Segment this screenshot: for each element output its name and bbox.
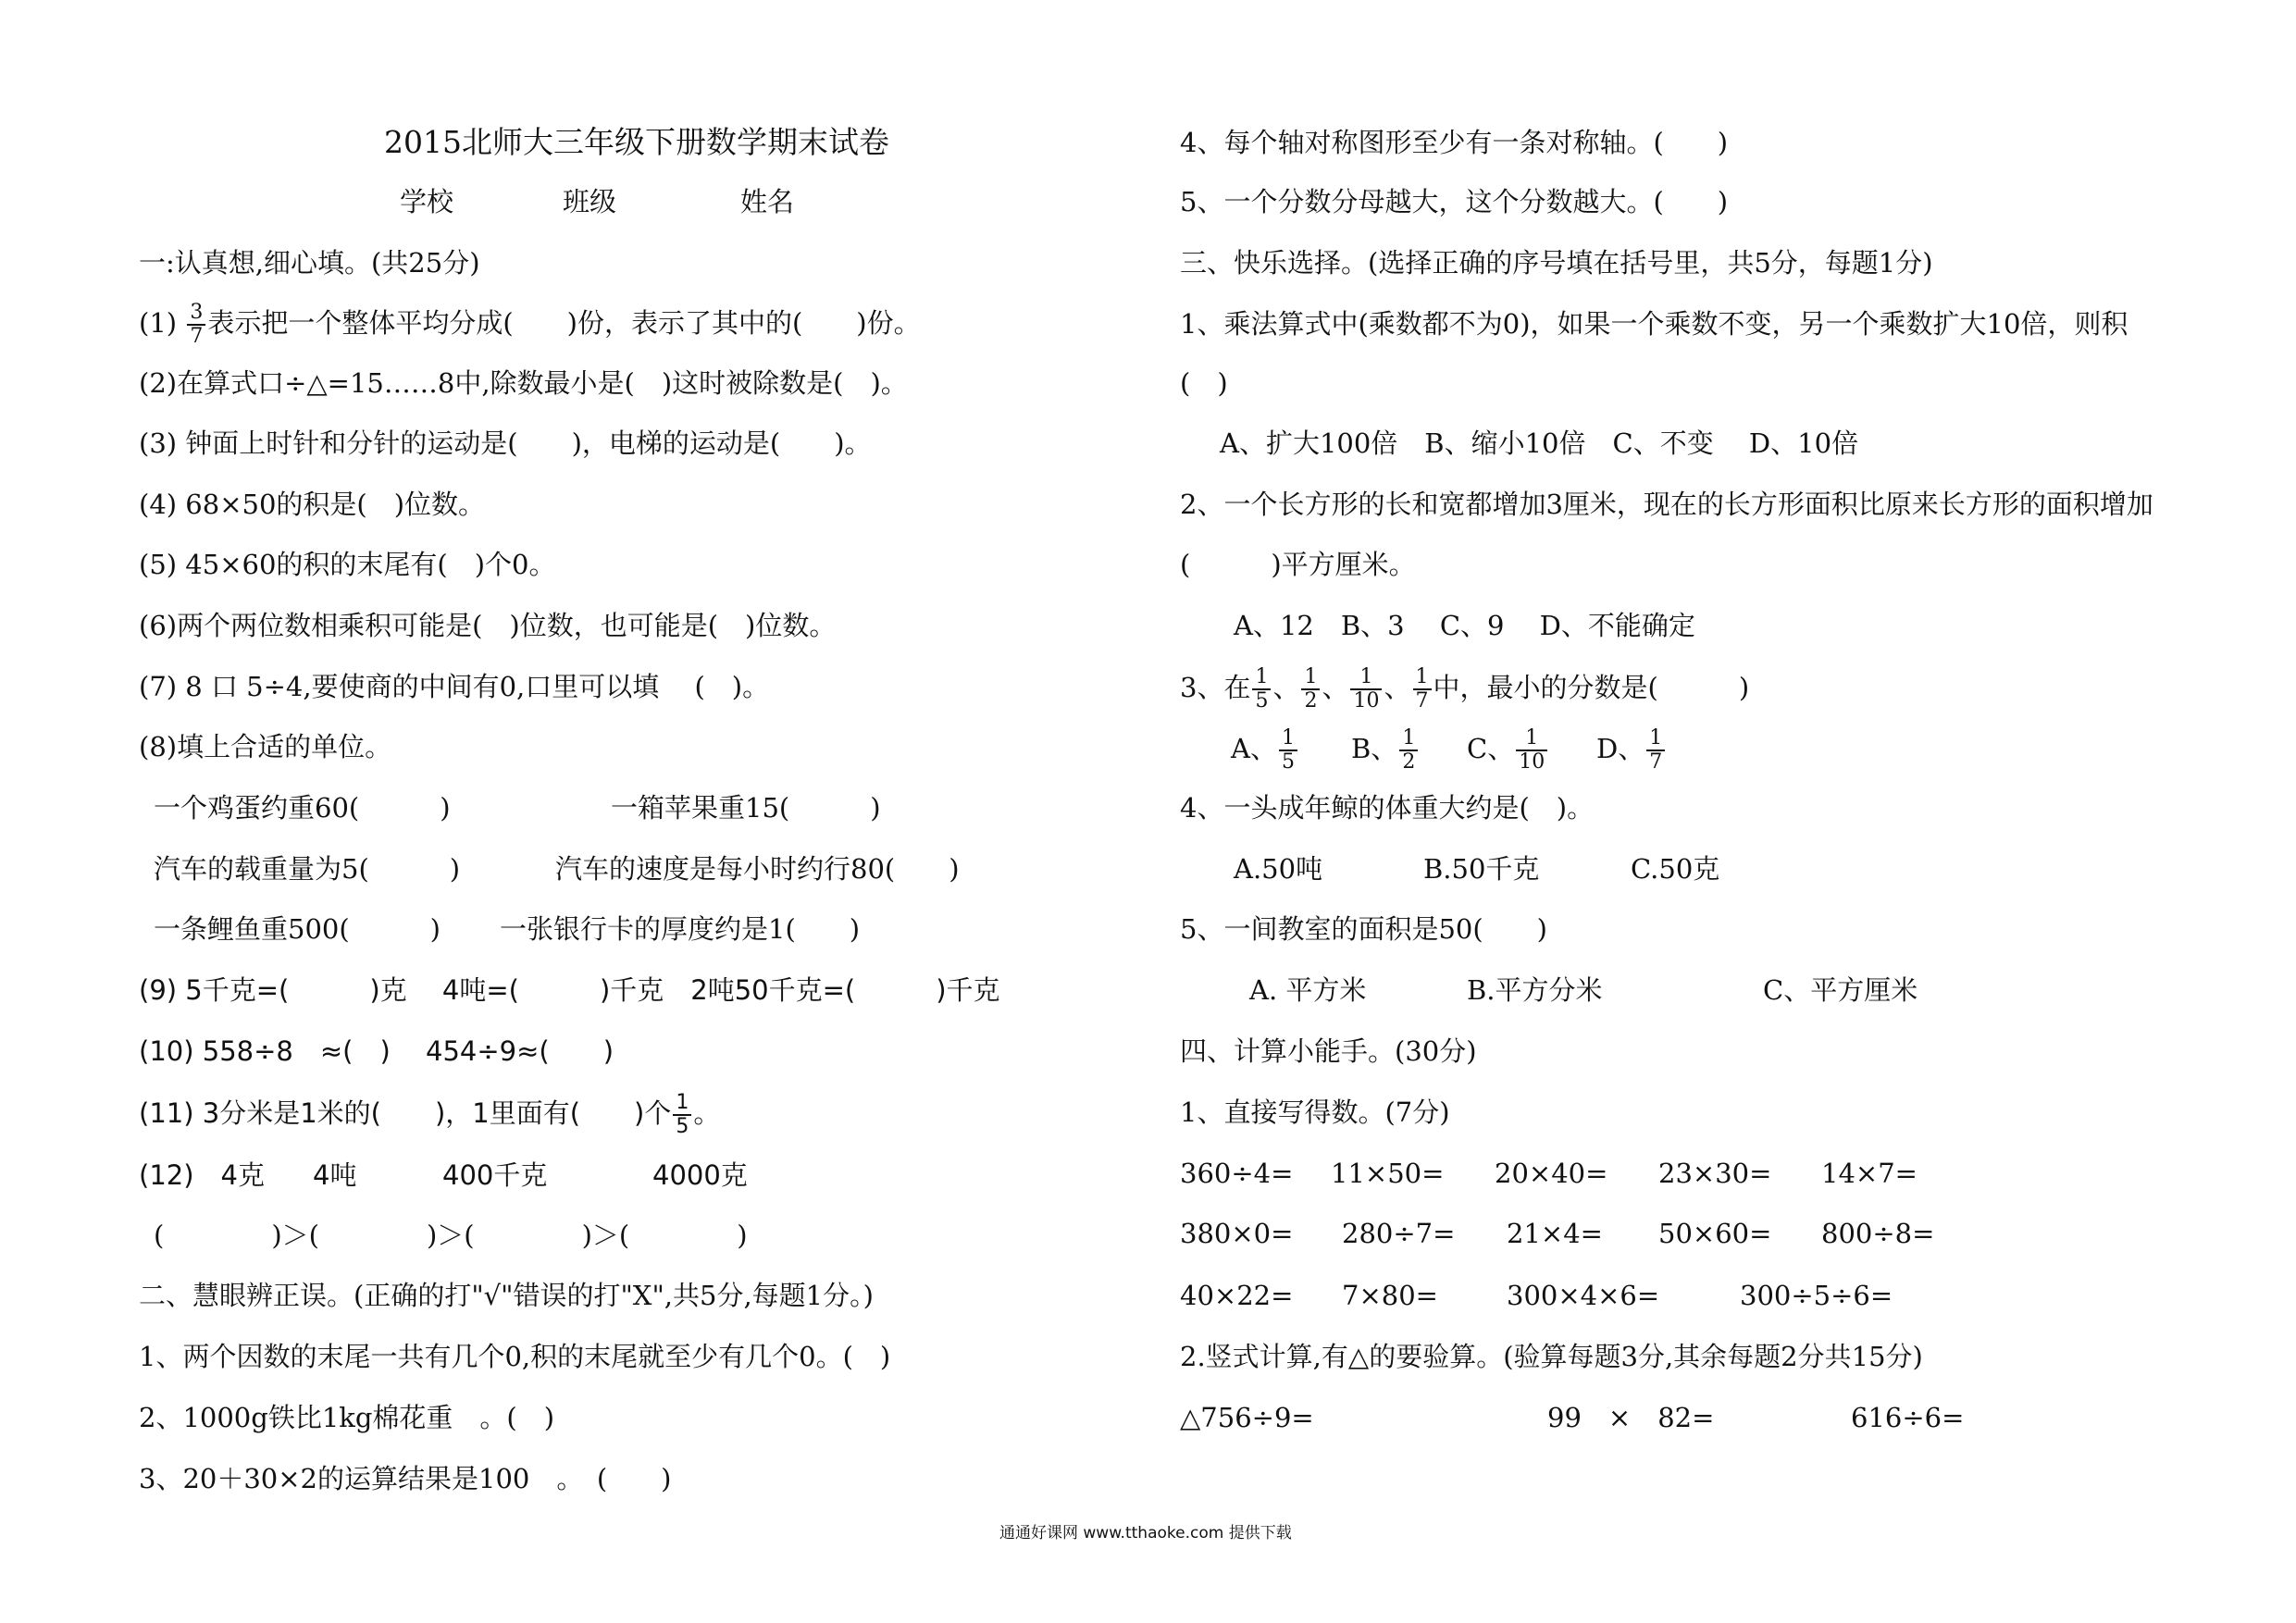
- calc-item: 20×40=: [1495, 1158, 1608, 1189]
- fraction-1-2: $\frac{1}{2}$: [1301, 666, 1320, 712]
- choice-3-option-d: D、 $\frac{1}{7}$: [1596, 727, 1667, 774]
- calc-item: 14×7=: [1821, 1158, 1917, 1189]
- choice-4-option-a: A.50吨: [1234, 853, 1323, 885]
- fraction-1-5: $\frac{1}{5}$: [1252, 666, 1271, 712]
- choice-2-blank: ( )平方厘米。: [1180, 549, 1416, 580]
- question-1-number: (1): [139, 307, 178, 339]
- judgement-3: 3、20＋30×2的运算结果是100 。 ( ): [139, 1463, 672, 1494]
- calc-item: 300×4×6=: [1507, 1280, 1660, 1311]
- choice-4-option-c: C.50克: [1631, 853, 1720, 885]
- question-12-item: 400千克: [442, 1159, 548, 1191]
- name-label: 姓名: [740, 186, 795, 217]
- choice-5: 5、一间教室的面积是50( ): [1180, 913, 1547, 945]
- judgement-5: 5、一个分数分母越大，这个分数越大。( ): [1180, 186, 1729, 217]
- question-3: (3) 钟面上时针和分针的运动是( )，电梯的运动是( )。: [139, 427, 872, 459]
- fraction-1-10: $\frac{1}{10}$: [1350, 666, 1382, 712]
- vertical-calc-item: △756÷9=: [1180, 1402, 1314, 1433]
- calc-item: 800÷8=: [1821, 1218, 1935, 1249]
- choice-5-option-c: C、平方厘米: [1763, 974, 1918, 1006]
- question-8c: 汽车的载重量为5( ): [154, 853, 461, 885]
- question-4: (4) 68×50的积是( )位数。: [139, 489, 486, 520]
- question-8: (8)填上合适的单位。: [139, 731, 392, 762]
- choice-3-option-b: B、 $\frac{1}{2}$: [1351, 727, 1420, 774]
- choice-5-option-b: B.平方分米: [1467, 974, 1603, 1006]
- calc-item: 300÷5÷6=: [1740, 1280, 1893, 1311]
- subsection-2-heading: 2.竖式计算,有△的要验算。(验算每题3分,其余每题2分共15分): [1180, 1341, 1923, 1372]
- question-12-item: 4000克: [652, 1159, 748, 1191]
- choice-2-options: A、12 B、3 C、9 D、不能确定: [1234, 610, 1695, 641]
- section-2-heading: 二、慧眼辨正误。(正确的打"√"错误的打"X",共5分,每题1分。): [139, 1280, 874, 1311]
- fraction-1-5: $\frac{1}{5}$: [673, 1092, 691, 1138]
- judgement-1: 1、两个因数的末尾一共有几个0,积的末尾就至少有几个0。( ): [139, 1341, 891, 1372]
- calc-item: 360÷4=: [1180, 1158, 1294, 1189]
- choice-3-prefix: 3、在: [1180, 672, 1251, 703]
- question-12-item: (12) 4克: [139, 1159, 265, 1191]
- footer-credit: 通通好课网 www.tthaoke.com 提供下载: [999, 1524, 1292, 1542]
- question-8e: 一条鲤鱼重500( ): [154, 913, 441, 945]
- calc-item: 380×0=: [1180, 1218, 1294, 1249]
- question-10: (10) 558÷8 ≈( ) 454÷9≈( ): [139, 1035, 614, 1067]
- calc-item: 7×80=: [1342, 1280, 1438, 1311]
- separator: 、: [1322, 672, 1349, 703]
- choice-5-option-a: A. 平方米: [1249, 974, 1367, 1006]
- question-5: (5) 45×60的积的末尾有( )个0。: [139, 549, 556, 580]
- question-7: (7) 8 口 5÷4,要使商的中间有0,口里可以填 ( )。: [139, 671, 770, 702]
- question-1-text: 表示把一个整体平均分成( )份，表示了其中的( )份。: [207, 307, 921, 339]
- separator: 、: [1384, 672, 1411, 703]
- calc-item: 280÷7=: [1342, 1218, 1456, 1249]
- question-11: [139, 1092, 720, 1138]
- fraction-1-7: $\frac{1}{7}$: [1413, 666, 1432, 712]
- subsection-1-heading: 1、直接写得数。(7分): [1180, 1096, 1450, 1128]
- choice-4: 4、一头成年鲸的体重大约是( )。: [1180, 792, 1595, 824]
- question-8b: 一箱苹果重15( ): [611, 792, 881, 824]
- vertical-calc-item: 99 × 82=: [1547, 1402, 1715, 1433]
- separator: 、: [1272, 672, 1300, 703]
- choice-1-options: A、扩大100倍 B、缩小10倍 C、不变 D、10倍: [1220, 427, 1859, 459]
- vertical-calc-item: 616÷6=: [1851, 1402, 1965, 1433]
- choice-2: 2、一个长方形的长和宽都增加3厘米，现在的长方形面积比原来长方形的面积增加: [1180, 489, 2153, 520]
- choice-3-suffix: 中，最小的分数是( ): [1433, 672, 1750, 703]
- calc-item: 50×60=: [1658, 1218, 1772, 1249]
- calc-item: 21×4=: [1507, 1218, 1603, 1249]
- question-1: [139, 302, 921, 348]
- calc-item: 23×30=: [1658, 1158, 1772, 1189]
- question-9: (9) 5千克=( )克 4吨=( )千克 2吨50千克=( )千克: [139, 974, 1000, 1006]
- question-8f: 一张银行卡的厚度约是1( ): [500, 913, 861, 945]
- question-12-item: 4吨: [313, 1159, 357, 1191]
- choice-1: 1、乘法算式中(乘数都不为0)，如果一个乘数不变，另一个乘数扩大10倍，则积: [1180, 308, 2128, 340]
- section-4-heading: 四、计算小能手。(30分): [1180, 1035, 1477, 1067]
- calc-item: 40×22=: [1180, 1280, 1294, 1311]
- judgement-4: 4、每个轴对称图形至少有一条对称轴。( ): [1180, 127, 1729, 158]
- question-8d: 汽车的速度是每小时约行80( ): [555, 853, 960, 885]
- choice-3: [1180, 666, 1749, 712]
- question-2: (2)在算式口÷△=15……8中,除数最小是( )这时被除数是( )。: [139, 367, 908, 399]
- judgement-2: 2、1000g铁比1kg棉花重 。( ): [139, 1402, 555, 1433]
- choice-3-option-c: C、 $\frac{1}{10}$: [1467, 727, 1549, 774]
- section-1-heading: 一:认真想,细心填。(共25分): [139, 247, 480, 279]
- calc-item: 11×50=: [1331, 1158, 1445, 1189]
- choice-4-option-b: B.50千克: [1423, 853, 1540, 885]
- section-3-heading: 三、快乐选择。(选择正确的序号填在括号里，共5分，每题1分): [1180, 247, 1933, 279]
- choice-1-blank: ( ): [1180, 367, 1228, 399]
- choice-3-option-a: A、 $\frac{1}{5}$: [1231, 727, 1299, 774]
- question-8a: 一个鸡蛋约重60( ): [154, 792, 451, 824]
- question-11-text: (11) 3分米是1米的( )，1里面有( )个: [139, 1097, 672, 1129]
- class-label: 班级: [563, 186, 617, 217]
- question-12-blanks: ( )＞( )＞( )＞( ): [154, 1220, 748, 1251]
- question-11-end: 。: [693, 1097, 721, 1129]
- school-label: 学校: [400, 186, 454, 217]
- question-6: (6)两个两位数相乘积可能是( )位数，也可能是( )位数。: [139, 610, 837, 641]
- page-title: 2015北师大三年级下册数学期末试卷: [384, 124, 889, 160]
- fraction-3-7: $\frac{3}{7}$: [187, 302, 205, 348]
